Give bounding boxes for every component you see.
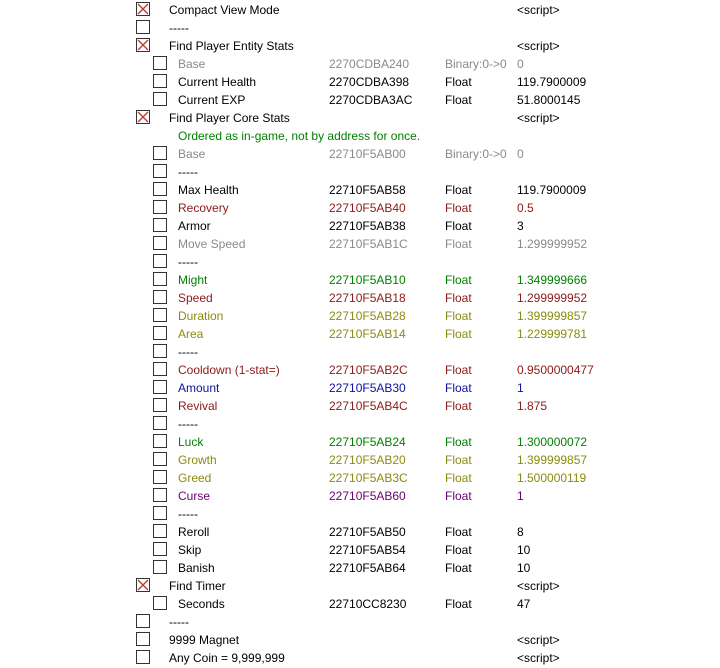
table-row-curse[interactable] (0, 487, 720, 505)
entry-address: 22710F5AB1C (329, 237, 408, 251)
entry-value: 1.500000119 (517, 471, 587, 485)
entry-address: 22710F5AB30 (329, 381, 406, 395)
entry-value: 1.299999952 (517, 237, 588, 251)
checked-x-icon (137, 3, 149, 15)
entry-description: Base (178, 57, 206, 71)
entry-value: <script> (517, 651, 560, 665)
active-checkbox[interactable] (136, 38, 150, 52)
entry-description: Greed (178, 471, 212, 485)
table-row-9999-magnet[interactable] (0, 631, 720, 649)
entry-type: Float (445, 201, 472, 215)
entry-value: <script> (517, 39, 560, 53)
entry-description: Armor (178, 219, 211, 233)
table-row-skip[interactable] (0, 541, 720, 559)
entry-description: Find Player Core Stats (169, 111, 290, 125)
entry-address: 22710F5AB20 (329, 453, 406, 467)
entry-address: 22710F5AB18 (329, 291, 406, 305)
activate-checkbox[interactable] (153, 254, 167, 268)
table-row-move-speed[interactable] (0, 235, 720, 253)
table-row-separator[interactable] (0, 505, 720, 523)
entry-value: 0.5 (517, 201, 534, 215)
entry-type: Float (445, 75, 472, 89)
entry-address: 2270CDBA3AC (329, 93, 413, 107)
entry-description: Max Health (178, 183, 239, 197)
entry-description: Current Health (178, 75, 257, 89)
entry-description: 9999 Magnet (169, 633, 240, 647)
activate-checkbox[interactable] (136, 614, 150, 628)
entry-address: 2270CDBA398 (329, 75, 410, 89)
table-row-reroll[interactable] (0, 523, 720, 541)
active-checkbox[interactable] (136, 110, 150, 124)
entry-description: Curse (178, 489, 211, 503)
entry-description: Skip (178, 543, 202, 557)
cheat-table (0, 1, 720, 667)
entry-description: ----- (178, 165, 198, 179)
entry-description: ----- (169, 615, 189, 629)
activate-checkbox[interactable] (153, 200, 167, 214)
activate-checkbox[interactable] (153, 560, 167, 574)
entry-type: Float (445, 291, 472, 305)
entry-value: 0 (517, 57, 524, 71)
activate-checkbox[interactable] (153, 290, 167, 304)
entry-type: Float (445, 489, 472, 503)
table-row-revival[interactable] (0, 397, 720, 415)
entry-type: Float (445, 327, 472, 341)
entry-address: 22710F5AB00 (329, 147, 406, 161)
activate-checkbox[interactable] (153, 542, 167, 556)
activate-checkbox[interactable] (153, 380, 167, 394)
entry-address: 22710F5AB58 (329, 183, 406, 197)
activate-checkbox[interactable] (153, 182, 167, 196)
entry-description: Find Player Entity Stats (169, 39, 294, 53)
activate-checkbox[interactable] (153, 56, 167, 70)
checked-x-icon (137, 579, 149, 591)
entry-value: 119.7900009 (517, 183, 587, 197)
table-row-ordered-as-in-game-not-by-address-for-once[interactable] (0, 127, 720, 145)
entry-type: Binary:0->0 (445, 57, 507, 71)
entry-type: Binary:0->0 (445, 147, 507, 161)
entry-description: ----- (178, 417, 198, 431)
activate-checkbox[interactable] (153, 164, 167, 178)
entry-description: Growth (178, 453, 217, 467)
entry-address: 22710F5AB38 (329, 219, 406, 233)
entry-description: ----- (178, 345, 198, 359)
table-row-any-coin-9-999-999[interactable] (0, 649, 720, 667)
entry-address: 22710CC8230 (329, 597, 407, 611)
entry-value: 1.399999857 (517, 453, 588, 467)
table-row-base[interactable] (0, 145, 720, 163)
checked-x-icon (137, 111, 149, 123)
entry-address: 22710F5AB28 (329, 309, 406, 323)
entry-value: 1.399999857 (517, 309, 588, 323)
entry-address: 22710F5AB50 (329, 525, 406, 539)
activate-checkbox[interactable] (153, 434, 167, 448)
table-row-recovery[interactable] (0, 199, 720, 217)
table-row-greed[interactable] (0, 469, 720, 487)
activate-checkbox[interactable] (136, 20, 150, 34)
table-row-banish[interactable] (0, 559, 720, 577)
activate-checkbox[interactable] (153, 488, 167, 502)
entry-address: 22710F5AB40 (329, 201, 406, 215)
entry-value: 1.875 (517, 399, 548, 413)
entry-description: Ordered as in-game, not by address for once. (178, 129, 421, 143)
entry-description: Move Speed (178, 237, 246, 251)
table-row-cooldown-1-stat[interactable] (0, 361, 720, 379)
table-row-amount[interactable] (0, 379, 720, 397)
activate-checkbox[interactable] (153, 74, 167, 88)
activate-checkbox[interactable] (153, 236, 167, 250)
entry-value: 51.8000145 (517, 93, 581, 107)
entry-address: 22710F5AB3C (329, 471, 408, 485)
entry-address: 22710F5AB54 (329, 543, 406, 557)
entry-type: Float (445, 237, 472, 251)
entry-value: <script> (517, 3, 560, 17)
entry-type: Float (445, 183, 472, 197)
entry-value: 119.7900009 (517, 75, 587, 89)
entry-description: Current EXP (178, 93, 246, 107)
entry-value: 10 (517, 543, 531, 557)
entry-description: Area (178, 327, 204, 341)
entry-value: 47 (517, 597, 531, 611)
table-row-duration[interactable] (0, 307, 720, 325)
entry-description: Revival (178, 399, 218, 413)
entry-type: Float (445, 309, 472, 323)
activate-checkbox[interactable] (153, 218, 167, 232)
entry-description: Luck (178, 435, 204, 449)
entry-address: 22710F5AB10 (329, 273, 406, 287)
entry-value: 8 (517, 525, 524, 539)
activate-checkbox[interactable] (153, 506, 167, 520)
table-row-growth[interactable] (0, 451, 720, 469)
entry-description: Recovery (178, 201, 229, 215)
table-row-seconds[interactable] (0, 595, 720, 613)
entry-value: 0 (517, 147, 524, 161)
table-row-separator[interactable] (0, 163, 720, 181)
activate-checkbox[interactable] (153, 146, 167, 160)
entry-address: 22710F5AB24 (329, 435, 406, 449)
entry-description: Speed (178, 291, 213, 305)
activate-checkbox[interactable] (153, 344, 167, 358)
activate-checkbox[interactable] (153, 362, 167, 376)
table-row-find-player-entity-stats[interactable] (0, 37, 720, 55)
entry-address: 2270CDBA240 (329, 57, 410, 71)
entry-value: 10 (517, 561, 531, 575)
entry-description: Base (178, 147, 206, 161)
table-row-separator[interactable] (0, 19, 720, 37)
activate-checkbox[interactable] (136, 632, 150, 646)
table-row-max-health[interactable] (0, 181, 720, 199)
activate-checkbox[interactable] (153, 92, 167, 106)
entry-value: 0.9500000477 (517, 363, 594, 377)
table-row-area[interactable] (0, 325, 720, 343)
table-row-base[interactable] (0, 55, 720, 73)
entry-description: Find Timer (169, 579, 226, 593)
entry-description: Seconds (178, 597, 225, 611)
entry-value: <script> (517, 111, 560, 125)
entry-address: 22710F5AB64 (329, 561, 406, 575)
table-row-separator[interactable] (0, 253, 720, 271)
entry-description: ----- (178, 507, 198, 521)
entry-address: 22710F5AB4C (329, 399, 408, 413)
entry-address: 22710F5AB2C (329, 363, 408, 377)
table-row-luck[interactable] (0, 433, 720, 451)
table-row-find-timer[interactable] (0, 577, 720, 595)
table-row-separator[interactable] (0, 415, 720, 433)
activate-checkbox[interactable] (136, 650, 150, 664)
entry-value: 1.300000072 (517, 435, 588, 449)
entry-description: Compact View Mode (169, 3, 280, 17)
entry-value: 1.299999952 (517, 291, 588, 305)
activate-checkbox[interactable] (153, 470, 167, 484)
entry-type: Float (445, 435, 472, 449)
entry-type: Float (445, 597, 472, 611)
entry-type: Float (445, 543, 472, 557)
activate-checkbox[interactable] (153, 452, 167, 466)
entry-value: 1 (517, 381, 524, 395)
entry-type: Float (445, 525, 472, 539)
active-checkbox[interactable] (136, 2, 150, 16)
activate-checkbox[interactable] (153, 308, 167, 322)
activate-checkbox[interactable] (153, 272, 167, 286)
entry-type: Float (445, 453, 472, 467)
active-checkbox[interactable] (136, 578, 150, 592)
entry-type: Float (445, 273, 472, 287)
table-row-might[interactable] (0, 271, 720, 289)
activate-checkbox[interactable] (153, 524, 167, 538)
entry-value: 1.349999666 (517, 273, 588, 287)
entry-description: Might (178, 273, 208, 287)
entry-type: Float (445, 471, 472, 485)
table-row-speed[interactable] (0, 289, 720, 307)
table-row-current-health[interactable] (0, 73, 720, 91)
checked-x-icon (137, 39, 149, 51)
table-row-compact-view-mode[interactable] (0, 1, 720, 19)
entry-type: Float (445, 381, 472, 395)
activate-checkbox[interactable] (153, 596, 167, 610)
entry-type: Float (445, 93, 472, 107)
activate-checkbox[interactable] (153, 416, 167, 430)
entry-description: Any Coin = 9,999,999 (169, 651, 285, 665)
entry-value: <script> (517, 633, 560, 647)
entry-value: 1 (517, 489, 524, 503)
table-row-separator[interactable] (0, 613, 720, 631)
entry-type: Float (445, 399, 472, 413)
activate-checkbox[interactable] (153, 326, 167, 340)
table-row-current-exp[interactable] (0, 91, 720, 109)
entry-type: Float (445, 219, 472, 233)
entry-description: ----- (178, 255, 198, 269)
entry-value: 1.229999781 (517, 327, 588, 341)
entry-description: ----- (169, 21, 189, 35)
entry-description: Reroll (178, 525, 210, 539)
table-row-find-player-core-stats[interactable] (0, 109, 720, 127)
entry-type: Float (445, 561, 472, 575)
entry-address: 22710F5AB60 (329, 489, 406, 503)
table-row-armor[interactable] (0, 217, 720, 235)
entry-description: Duration (178, 309, 224, 323)
entry-type: Float (445, 363, 472, 377)
entry-address: 22710F5AB14 (329, 327, 406, 341)
entry-value: 3 (517, 219, 524, 233)
table-row-separator[interactable] (0, 343, 720, 361)
entry-description: Cooldown (1-stat=) (178, 363, 280, 377)
activate-checkbox[interactable] (153, 398, 167, 412)
entry-description: Banish (178, 561, 215, 575)
entry-value: <script> (517, 579, 560, 593)
entry-description: Amount (178, 381, 220, 395)
